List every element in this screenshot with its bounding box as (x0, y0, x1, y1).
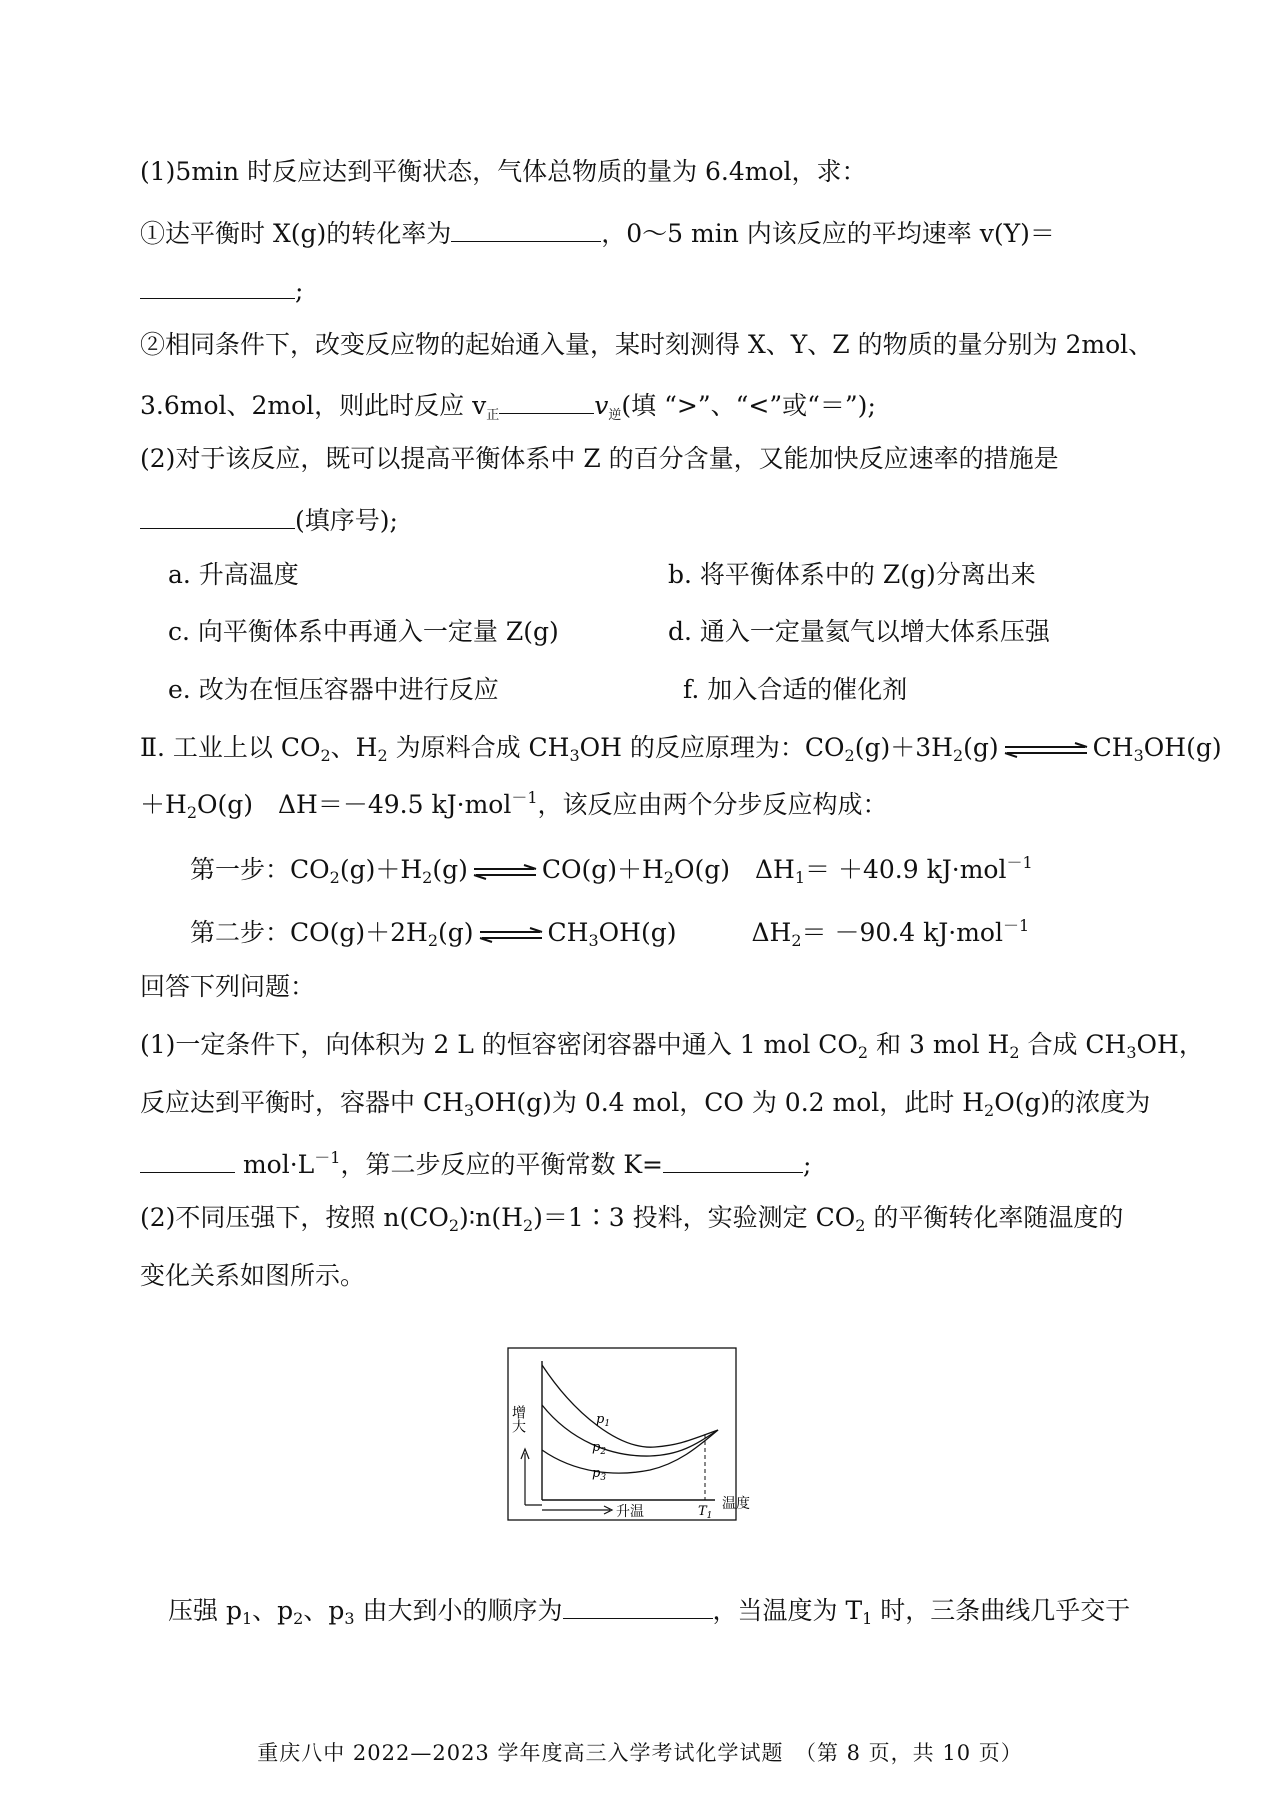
v-reverse: v (594, 391, 609, 420)
s: －1 (511, 788, 538, 807)
option-d: d. 通入一定量氦气以增大体系压强 (668, 617, 1050, 646)
curve-p3 (542, 1430, 718, 1473)
t: OH(g) (598, 918, 677, 947)
s: －1 (1002, 916, 1030, 935)
t: 第一步：CO (190, 855, 330, 884)
equilibrium-arrow-icon (1003, 742, 1089, 758)
s: 3 (588, 931, 599, 950)
s: 1 (241, 1609, 253, 1628)
answer-blank-h2o-concentration[interactable] (140, 1146, 235, 1173)
t: (g)＋H (339, 855, 423, 884)
s: 2 (857, 1043, 869, 1062)
option-b: b. 将平衡体系中的 Z(g)分离出来 (668, 560, 1036, 589)
answer-heading: 回答下列问题： (140, 972, 316, 1001)
t: O(g)的浓度为 (994, 1088, 1151, 1117)
t: ; (803, 1150, 812, 1179)
s: 2 (663, 868, 674, 887)
t: CH (1092, 733, 1134, 762)
sub-zheng: 正 (486, 408, 500, 423)
t: 、p (252, 1596, 294, 1625)
curve-label-p2: $p_2$ (592, 1440, 607, 1457)
t: ＝ ＋40.9 kJ·mol (805, 855, 1007, 884)
curve-label-p3: $p_3$ (592, 1466, 607, 1483)
t: (g)＋3H (854, 733, 953, 762)
t: 的平衡转化率随温度的 (865, 1203, 1124, 1232)
option-e: e. 改为在恒压容器中进行反应 (168, 675, 499, 704)
t: OH(g)为 0.4 mol，CO 为 0.2 mol，此时 H (474, 1088, 985, 1117)
q1-b-prefix: 3.6mol、2mol，则此时反应 v (140, 391, 487, 420)
t: ΔH (751, 918, 792, 947)
p2-q1-line1 (140, 1030, 1204, 1060)
sub-ni: 逆 (608, 408, 622, 423)
t: O(g) ΔH (673, 855, 795, 884)
y-axis-label: 增大 (510, 1405, 526, 1433)
s: －1 (1006, 853, 1033, 872)
option-f: f. 加入合适的催化剂 (683, 675, 908, 704)
t: (g) (438, 918, 474, 947)
page-footer: 重庆八中 2022—2023 学年度高三入学考试化学试题 （第 8 页，共 10 页） (257, 1741, 1023, 1765)
t: 反应达到平衡时，容器中 CH (140, 1088, 464, 1117)
s: 3 (344, 1609, 355, 1628)
s: 2 (448, 1216, 460, 1235)
t: OH 的反应原理为：CO (579, 733, 845, 762)
t1-label: $T_1$ (698, 1504, 713, 1521)
t: 和 3 mol H (868, 1030, 1010, 1059)
s: 2 (422, 868, 433, 887)
conversion-vs-temperature-figure (500, 1345, 770, 1525)
p2-q2-line1 (140, 1203, 1123, 1233)
s: 2 (791, 931, 802, 950)
t: )＝1∶3 投料，实验测定 CO (533, 1203, 856, 1232)
s: 2 (377, 746, 388, 765)
equilibrium-arrow-icon (472, 864, 538, 880)
s: 3 (1133, 746, 1144, 765)
t: ，第二步反应的平衡常数 K= (340, 1150, 664, 1179)
s: －1 (314, 1148, 341, 1167)
q2-line1: (2)对于该反应，既可以提高平衡体系中 Z 的百分含量，又能加快反应速率的措施是 (140, 444, 1059, 473)
t: OH(g) (1143, 733, 1222, 762)
q1-a-end: ; (295, 276, 304, 305)
q1-a-middle: ，0～5 min 内该反应的平均速率 v(Y)＝ (601, 219, 1055, 248)
t: 压强 p (168, 1596, 242, 1625)
part2-intro-line1 (140, 733, 1222, 763)
s: 2 (320, 746, 331, 765)
q1-a-line (140, 215, 1055, 249)
s: 3 (569, 746, 580, 765)
s: 2 (952, 746, 964, 765)
p2-q1-line2 (140, 1088, 1150, 1118)
part2-intro-line2 (140, 790, 888, 820)
x-arrow-label: 升温 (616, 1504, 644, 1520)
s: 2 (427, 931, 439, 950)
t: 时，三条曲线几乎交于 (872, 1596, 1131, 1625)
s: 2 (186, 803, 197, 822)
t: ＋H (140, 790, 187, 819)
s: 3 (463, 1101, 475, 1120)
t: CO(g)＋H (541, 855, 664, 884)
t: (g) (432, 855, 468, 884)
equilibrium-arrow-icon (478, 927, 544, 943)
t: O(g) ΔH＝－49.5 kJ·mol (197, 790, 512, 819)
q1-intro: (1)5min 时反应达到平衡状态，气体总物质的量为 6.4mol，求： (140, 157, 867, 186)
s: 2 (984, 1101, 995, 1120)
p2-q2-line2: 变化关系如图所示。 (140, 1261, 366, 1290)
t: (g) (963, 733, 999, 762)
q1-b-suffix: (填 “>”、“<”或“＝”); (621, 391, 876, 420)
t: ，当温度为 T (712, 1596, 863, 1625)
s: 2 (293, 1609, 304, 1628)
q2-suffix: (填序号); (295, 506, 398, 535)
step2-equation (190, 918, 1029, 948)
curve-p1 (542, 1365, 718, 1447)
t: (2)不同压强下，按照 n(CO (140, 1203, 449, 1232)
t: CH (547, 918, 589, 947)
answer-blank-measure[interactable] (140, 502, 295, 529)
t: 第二步：CO(g)＋2H (190, 918, 428, 947)
p2-q1-line3 (140, 1146, 811, 1180)
curve-label-p1: $p_1$ (596, 1412, 611, 1429)
option-c: c. 向平衡体系中再通入一定量 Z(g) (168, 617, 559, 646)
t: OH， (1136, 1030, 1204, 1059)
s: 3 (1126, 1043, 1137, 1062)
t: 为原料合成 CH (387, 733, 570, 762)
q2-line2 (140, 502, 398, 536)
answer-blank-pressure-order[interactable] (563, 1592, 713, 1619)
q1-a-line2 (140, 272, 303, 306)
s: 2 (1009, 1043, 1020, 1062)
step1-equation (190, 855, 1033, 885)
answer-blank-rate[interactable] (140, 272, 295, 299)
answer-blank-conversion[interactable] (451, 215, 601, 242)
x-axis-name: 温度 (722, 1496, 750, 1512)
t: 由大到小的顺序为 (354, 1596, 563, 1625)
q1-b-line1: ②相同条件下，改变反应物的起始通入量，某时刻测得 X、Y、Z 的物质的量分别为 2mol、 (140, 330, 1154, 359)
option-a: a. 升高温度 (168, 560, 299, 589)
t: mol·L (235, 1150, 315, 1179)
s: 2 (855, 1216, 866, 1235)
s: 2 (329, 868, 340, 887)
s: 1 (794, 868, 806, 887)
last-line (168, 1592, 1130, 1626)
t: 、H (330, 733, 378, 762)
t: )∶n(H (459, 1203, 523, 1232)
t: Ⅱ. 工业上以 CO (140, 733, 321, 762)
t: (1)一定条件下，向体积为 2 L 的恒容密闭容器中通入 1 mol CO (140, 1030, 858, 1059)
q1-a-prefix: ①达平衡时 X(g)的转化率为 (140, 219, 452, 248)
q1-b-line2 (140, 387, 876, 421)
t: 合成 CH (1019, 1030, 1127, 1059)
s: 2 (844, 746, 855, 765)
curve-p2 (542, 1405, 718, 1456)
s: 1 (862, 1609, 873, 1628)
answer-blank-compare[interactable] (499, 387, 594, 414)
t: ，该反应由两个分步反应构成： (537, 790, 888, 819)
s: 2 (522, 1216, 534, 1235)
answer-blank-k[interactable] (663, 1146, 803, 1173)
t: ＝ －90.4 kJ·mol (801, 918, 1003, 947)
t: 、p (303, 1596, 345, 1625)
